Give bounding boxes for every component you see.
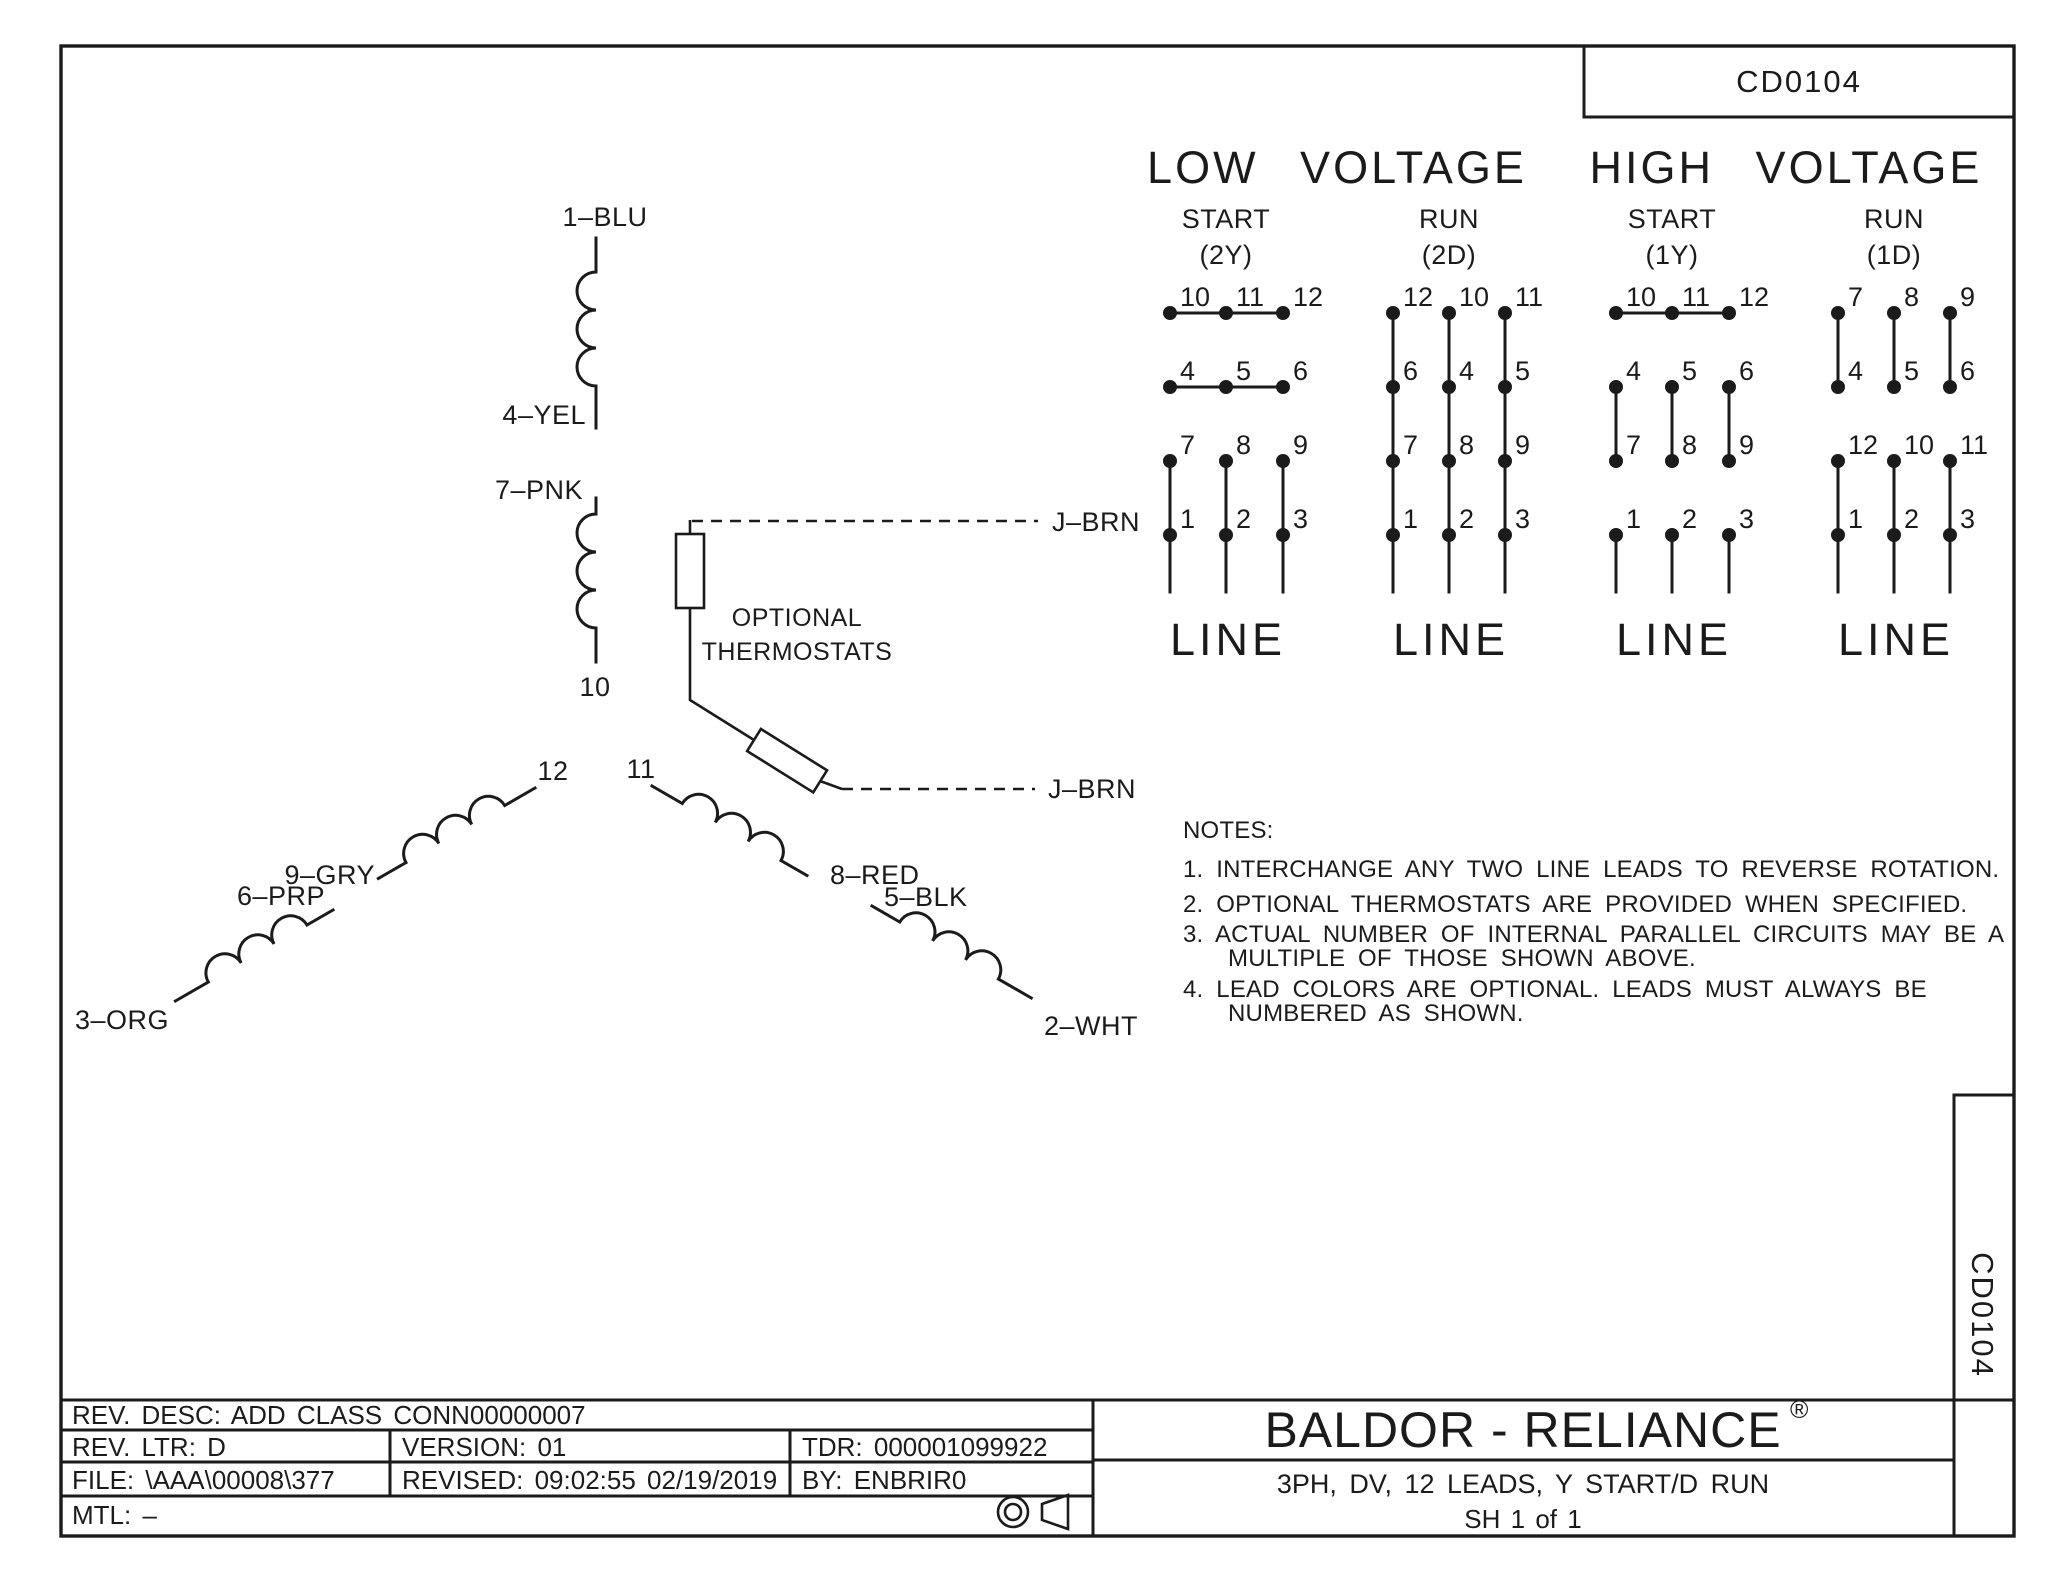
thermostat-caption-line2: THERMOSTATS (701, 638, 893, 666)
lv-start-2y-diagram (1163, 282, 1323, 665)
lead-label-6prp: 6–PRP (236, 881, 325, 911)
terminal-label: 10 (1626, 282, 1657, 312)
line-label: LINE (1392, 614, 1510, 665)
coil-9-12 (378, 788, 535, 879)
hv-run-1d-diagram (1831, 282, 1988, 665)
thermostat-upper (676, 534, 704, 608)
terminal-label: 11 (1960, 430, 1989, 460)
lead-label-10: 10 (579, 672, 611, 702)
terminal-label: 2 (1236, 504, 1252, 534)
coil-2-5 (872, 906, 1031, 998)
hv-start-mode: START (1627, 204, 1717, 234)
terminal-label: 11 (1236, 282, 1265, 312)
terminal-label: 2 (1904, 504, 1920, 534)
lv-start-mode: START (1181, 204, 1271, 234)
terminal-label: 4 (1459, 356, 1475, 386)
terminal-label: 9 (1515, 430, 1531, 460)
terminal-label: 3 (1515, 504, 1531, 534)
lead-label-3org: 3–ORG (75, 1005, 170, 1035)
lead-label-jbrn-bottom: J–BRN (1048, 774, 1137, 804)
coil-3-6 (175, 910, 333, 1001)
file-field: FILE: \AAA\00008\377 (72, 1465, 335, 1495)
notes-section (1183, 817, 2004, 1027)
lead-label-4yel: 4–YEL (502, 400, 586, 430)
side-strip-doc-number: CD0104 (1965, 1252, 2000, 1378)
terminal-label: 1 (1626, 504, 1642, 534)
line-label: LINE (1169, 614, 1287, 665)
brand-title: BALDOR - RELIANCE (1264, 1402, 1782, 1458)
terminal-label: 7 (1626, 430, 1642, 460)
terminal-label: 12 (1848, 430, 1879, 460)
hv-start-1y-diagram (1609, 282, 1769, 665)
terminal-label: 2 (1459, 504, 1475, 534)
revised-field: REVISED: 09:02:55 02/19/2019 (402, 1465, 778, 1495)
coil-7-10 (577, 498, 596, 662)
note-3-line1: 3. ACTUAL NUMBER OF INTERNAL PARALLEL CIRCUITS MAY BE A (1183, 921, 2005, 948)
rev-ltr-field: REV. LTR: D (72, 1432, 226, 1462)
terminal-label: 2 (1682, 504, 1698, 534)
terminal-label: 11 (1515, 282, 1544, 312)
terminal-label: 9 (1739, 430, 1755, 460)
terminal-label: 6 (1960, 356, 1976, 386)
version-field: VERSION: 01 (402, 1432, 567, 1462)
by-field: BY: ENBRIR0 (802, 1465, 967, 1495)
terminal-label: 10 (1904, 430, 1935, 460)
terminal-label: 8 (1459, 430, 1475, 460)
lead-label-5blk: 5–BLK (884, 882, 968, 912)
lead-label-jbrn-top: J–BRN (1052, 507, 1141, 537)
lv-start-code: (2Y) (1199, 240, 1253, 270)
mtl-field: MTL: – (72, 1500, 157, 1530)
low-voltage-heading: LOW VOLTAGE (1147, 142, 1527, 193)
thermostat-caption-line1: OPTIONAL (731, 604, 863, 632)
terminal-label: 7 (1180, 430, 1196, 460)
terminal-label: 9 (1960, 282, 1976, 312)
coil-8-11 (652, 786, 807, 876)
terminal-label: 1 (1403, 504, 1419, 534)
lead-label-9gry: 9–GRY (284, 860, 375, 890)
terminal-label: 4 (1848, 356, 1864, 386)
rev-desc-field: REV. DESC: ADD CLASS CONN00000007 (72, 1400, 586, 1430)
terminal-label: 6 (1403, 356, 1419, 386)
hv-run-code: (1D) (1866, 240, 1922, 270)
lead-label-1blu: 1–BLU (562, 202, 648, 232)
terminal-label: 3 (1293, 504, 1309, 534)
terminal-label: 1 (1180, 504, 1196, 534)
note-4-line2: NUMBERED AS SHOWN. (1228, 1000, 1524, 1027)
sheet-number: SH 1 of 1 (1464, 1504, 1582, 1534)
doc-number: CD0104 (1736, 64, 1862, 99)
note-4-line1: 4. LEAD COLORS ARE OPTIONAL. LEADS MUST ALWAYS BE (1183, 976, 1927, 1003)
line-label: LINE (1837, 614, 1955, 665)
terminal-label: 12 (1403, 282, 1434, 312)
terminal-label: 3 (1739, 504, 1755, 534)
lead-label-7pnk: 7–PNK (494, 475, 583, 505)
note-3-line2: MULTIPLE OF THOSE SHOWN ABOVE. (1228, 945, 1696, 972)
line-label: LINE (1615, 614, 1733, 665)
lv-run-2d-diagram (1386, 282, 1543, 665)
note-2: 2. OPTIONAL THERMOSTATS ARE PROVIDED WHEN SPECIFIED. (1183, 891, 1968, 918)
terminal-label: 6 (1739, 356, 1755, 386)
lead-label-12: 12 (537, 756, 569, 786)
terminal-label: 9 (1293, 430, 1309, 460)
note-1: 1. INTERCHANGE ANY TWO LINE LEADS TO REVERSE ROTATION. (1183, 856, 2000, 883)
terminal-label: 12 (1739, 282, 1770, 312)
lv-run-mode: RUN (1419, 204, 1479, 234)
terminal-label: 7 (1403, 430, 1419, 460)
high-voltage-heading: HIGH VOLTAGE (1589, 142, 1983, 193)
terminal-label: 8 (1904, 282, 1920, 312)
sheet-border (61, 46, 2014, 1536)
hv-start-code: (1Y) (1645, 240, 1699, 270)
lead-label-8red: 8–RED (830, 860, 920, 890)
terminal-label: 3 (1960, 504, 1976, 534)
tdr-field: TDR: 000001099922 (802, 1432, 1048, 1462)
terminal-label: 8 (1236, 430, 1252, 460)
terminal-label: 10 (1180, 282, 1211, 312)
lead-label-11: 11 (626, 754, 656, 784)
terminal-label: 6 (1293, 356, 1309, 386)
terminal-label: 8 (1682, 430, 1698, 460)
thermostat-lower (747, 729, 827, 792)
terminal-label: 1 (1848, 504, 1864, 534)
terminal-label: 5 (1682, 356, 1698, 386)
lead-label-2wht: 2–WHT (1044, 1011, 1139, 1041)
projection-symbol (998, 1495, 1068, 1529)
terminal-label: 5 (1904, 356, 1920, 386)
terminal-label: 4 (1626, 356, 1642, 386)
terminal-label: 10 (1459, 282, 1490, 312)
terminal-label: 5 (1236, 356, 1252, 386)
drawing-subtitle: 3PH, DV, 12 LEADS, Y START/D RUN (1276, 1469, 1770, 1499)
terminal-label: 11 (1682, 282, 1711, 312)
terminal-label: 4 (1180, 356, 1196, 386)
terminal-label: 7 (1848, 282, 1864, 312)
hv-run-mode: RUN (1864, 204, 1924, 234)
terminal-label: 12 (1293, 282, 1324, 312)
registered-mark: ® (1790, 1396, 1809, 1424)
lv-run-code: (2D) (1421, 240, 1477, 270)
notes-heading: NOTES: (1183, 817, 1274, 844)
terminal-label: 5 (1515, 356, 1531, 386)
